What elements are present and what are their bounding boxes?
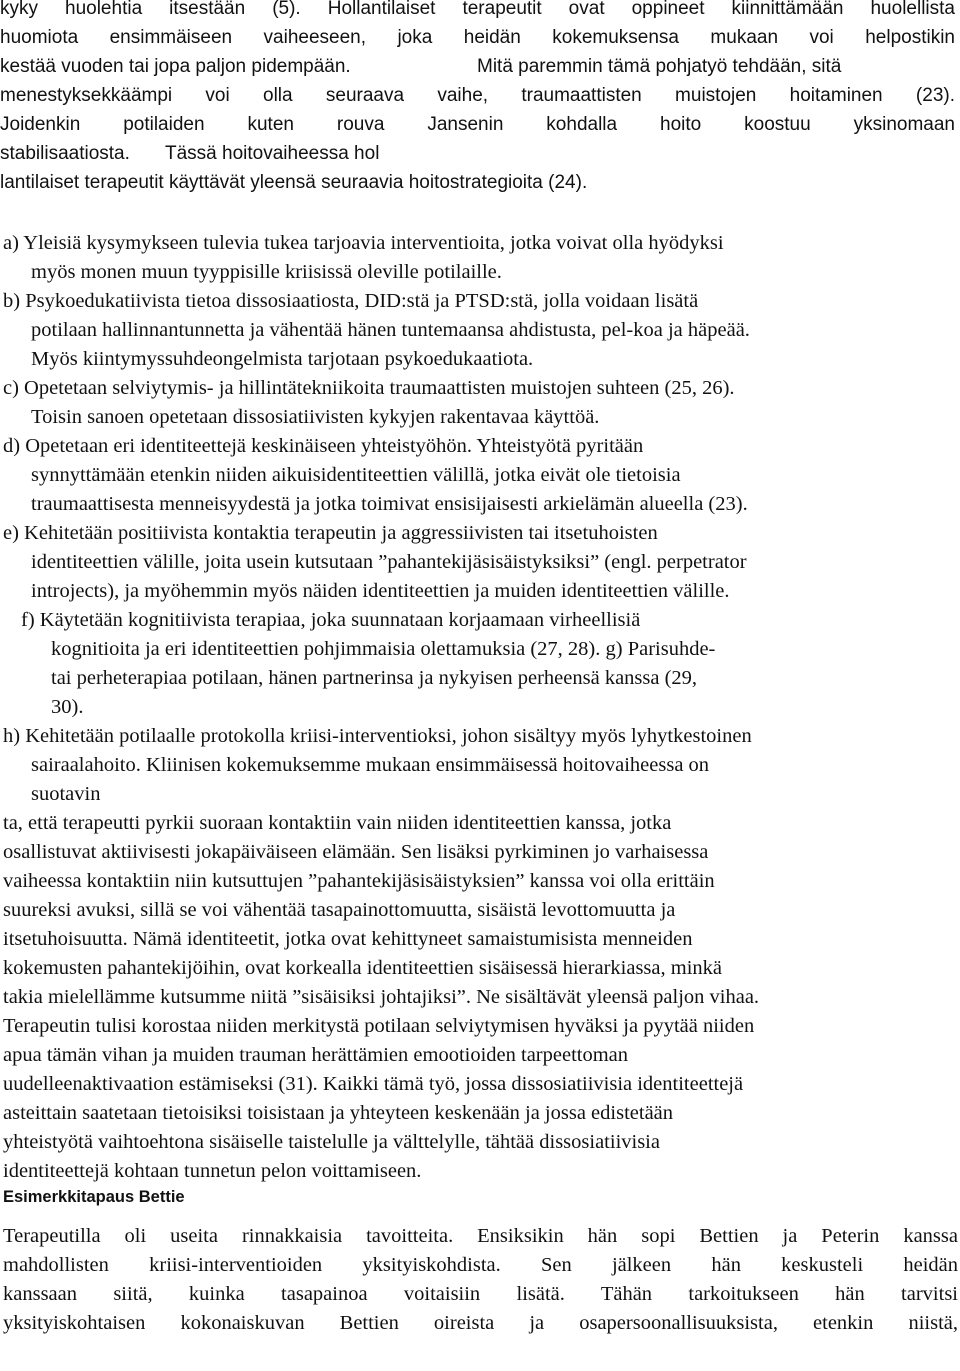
intro-line-5: Joidenkin potilaiden kuten rouva Jansenin kohdalla hoito koostuu yksinomaan: [0, 114, 955, 135]
list-item-h-line-2: sairaalahoito. Kliinisen kokemuksemme mukaan ensimmäisessä hoitovaiheessa on: [31, 754, 710, 776]
list-item-c-line-2: Toisin sanoen opetetaan dissosiatiivisten kykyjen rakentavaa käyttöä.: [31, 406, 600, 428]
list-item-h-line-1: h) Kehitetään potilaalle protokolla kriisi-interventioksi, johon sisältyy myös lyhytkestoinen: [3, 725, 752, 747]
list-item-e-line-1: e) Kehitetään positiivista kontaktia terapeutin ja aggressiivisten tai itsetuhoisten: [3, 522, 658, 544]
intro-line-1: kyky huolehtia itsestään (5). Hollantilaiset terapeutit ovat oppineet kiinnittämään huolellista: [0, 0, 955, 19]
body-line-3: vaiheessa kontaktiin niin kutsuttujen ”pahantekijäsisäistyksien” kanssa voi olla erittäin: [3, 870, 715, 892]
body-line-11: asteittain saatetaan tietoisiksi toisistaan ja yhteyteen keskenään ja jossa edistetään: [3, 1102, 674, 1124]
body-line-12: yhteistyötä vaihtoehtona sisäiselle taistelulle ja välttelylle, tähtää dissosiatiivisia: [3, 1131, 660, 1153]
body-line-5: itsetuhoisuutta. Nämä identiteetit, jotka ovat kehittyneet samaistumisista menneiden: [3, 928, 693, 950]
body-line-4: suureksi avuksi, sillä se voi vähentää tasapainottomuutta, sisäistä levottomuutta ja: [3, 899, 676, 921]
body-line-13: identiteettejä kohtaan tunnetun pelon voittamiseen.: [3, 1160, 422, 1182]
section-heading: Esimerkkitapaus Bettie: [3, 1188, 185, 1206]
list-item-d-line-2: synnyttämään etenkin niiden aikuisidentiteettien välillä, jotka eivät ole tietoisia: [31, 464, 681, 486]
body-line-1: ta, että terapeutti pyrkii suoraan kontaktiin vain niiden identiteettien kanssa, jotka: [3, 812, 672, 834]
list-item-a-line-2: myös monen muun tyyppisille kriisissä oleville potilaille.: [31, 261, 502, 283]
intro-line-6b: Tässä hoitovaiheessa hol: [165, 143, 380, 164]
case-line-3: kanssaan siitä, kuinka tasapainoa voitaisiin lisätä. Tähän tarkoitukseen hän tarvitsi: [3, 1283, 958, 1305]
intro-line-3b: Mitä paremmin tämä pohjatyö tehdään, sitä: [477, 56, 842, 77]
list-item-d-line-3: traumaattisesta menneisyydestä ja jotka toimivat ensisijaisesti arkielämän alueella (23).: [31, 493, 748, 515]
list-item-b-line-3: Myös kiintymyssuhdeongelmista tarjotaan psykoedukaatiota.: [31, 348, 534, 370]
case-line-2: mahdollisten kriisi-interventioiden yksityiskohdista. Sen jälkeen hän keskusteli heidän: [3, 1254, 958, 1276]
list-item-a-line-1: a) Yleisiä kysymykseen tulevia tukea tarjoavia interventioita, jotka voivat olla hyödyksi: [3, 232, 724, 254]
intro-line-3a: kestää vuoden tai jopa paljon pidempään.: [0, 56, 351, 77]
list-item-c-line-1: c) Opetetaan selviytymis- ja hillintätekniikoita traumaattisten muistojen suhteen (25, 26).: [3, 377, 735, 399]
list-item-g-line-2: 30).: [51, 696, 84, 718]
list-item-f-line-1: f) Käytetään kognitiivista terapiaa, joka suunnataan korjaamaan virheellisiä: [21, 609, 641, 631]
list-item-g-line-1: tai perheterapiaa potilaan, hänen partnerinsa ja nykyisen perheensä kanssa (29,: [51, 667, 698, 689]
case-line-4: yksityiskohtaisen kokonaiskuvan Bettien oireista ja osapersoonallisuuksista, etenkin niistä,: [3, 1312, 958, 1334]
body-line-8: Terapeutin tulisi korostaa niiden merkitystä potilaan selviytymisen hyväksi ja pyytää niiden: [3, 1015, 755, 1037]
intro-line-4: menestyksekkäämpi voi olla seuraava vaihe, traumaattisten muistojen hoitaminen (23).: [0, 85, 955, 106]
list-item-b-line-2: potilaan hallinnantunnetta ja vähentää hänen tuntemaansa ahdistusta, pel-koa ja häpeää.: [31, 319, 750, 341]
case-line-1: Terapeutilla oli useita rinnakkaisia tavoitteita. Ensiksikin hän sopi Bettien ja Peterin kanssa: [3, 1225, 958, 1247]
body-line-7: takia mielellämme kutsumme niitä ”sisäisiksi johtajiksi”. Ne sisältävät yleensä paljon vihaa.: [3, 986, 760, 1008]
intro-line-2: huomiota ensimmäiseen vaiheeseen, joka heidän kokemuksensa mukaan voi helpostikin: [0, 27, 955, 48]
list-item-b-line-1: b) Psykoedukatiivista tietoa dissosiaatiosta, DID:stä ja PTSD:stä, jolla voidaan lisätä: [3, 290, 699, 312]
list-item-e-line-3: introjects), ja myöhemmin myös näiden identiteettien ja muiden identiteettien välille.: [31, 580, 730, 602]
body-line-2: osallistuvat aktiivisesti jokapäiväiseen elämään. Sen lisäksi pyrkiminen jo varhaisessa: [3, 841, 709, 863]
body-line-6: kokemusten pahantekijöihin, ovat korkealla identiteettien sisäisessä hierarkiassa, minkä: [3, 957, 723, 979]
body-line-10: uudelleenaktivaation estämiseksi (31). Kaikki tämä työ, jossa dissosiatiivisia identiteettejä: [3, 1073, 744, 1095]
list-item-e-line-2: identiteettien välille, joita usein kutsutaan ”pahantekijäsisäistyksiksi” (engl. perpetrator: [31, 551, 747, 573]
list-item-f-line-2: kognitioita ja eri identiteettien pohjimmaisia olettamuksia (27, 28). g) Parisuhde-: [51, 638, 716, 660]
list-item-d-line-1: d) Opetetaan eri identiteettejä keskinäiseen yhteistyöhön. Yhteistyötä pyritään: [3, 435, 644, 457]
intro-line-7: lantilaiset terapeutit käyttävät yleensä seuraavia hoitostrategioita (24).: [0, 172, 588, 193]
intro-line-6a: stabilisaatiosta.: [0, 143, 130, 164]
body-line-9: apua tämän vihan ja muiden trauman herättämien emootioiden tarpeettoman: [3, 1044, 629, 1066]
list-item-h-line-3: suotavin: [31, 783, 101, 805]
